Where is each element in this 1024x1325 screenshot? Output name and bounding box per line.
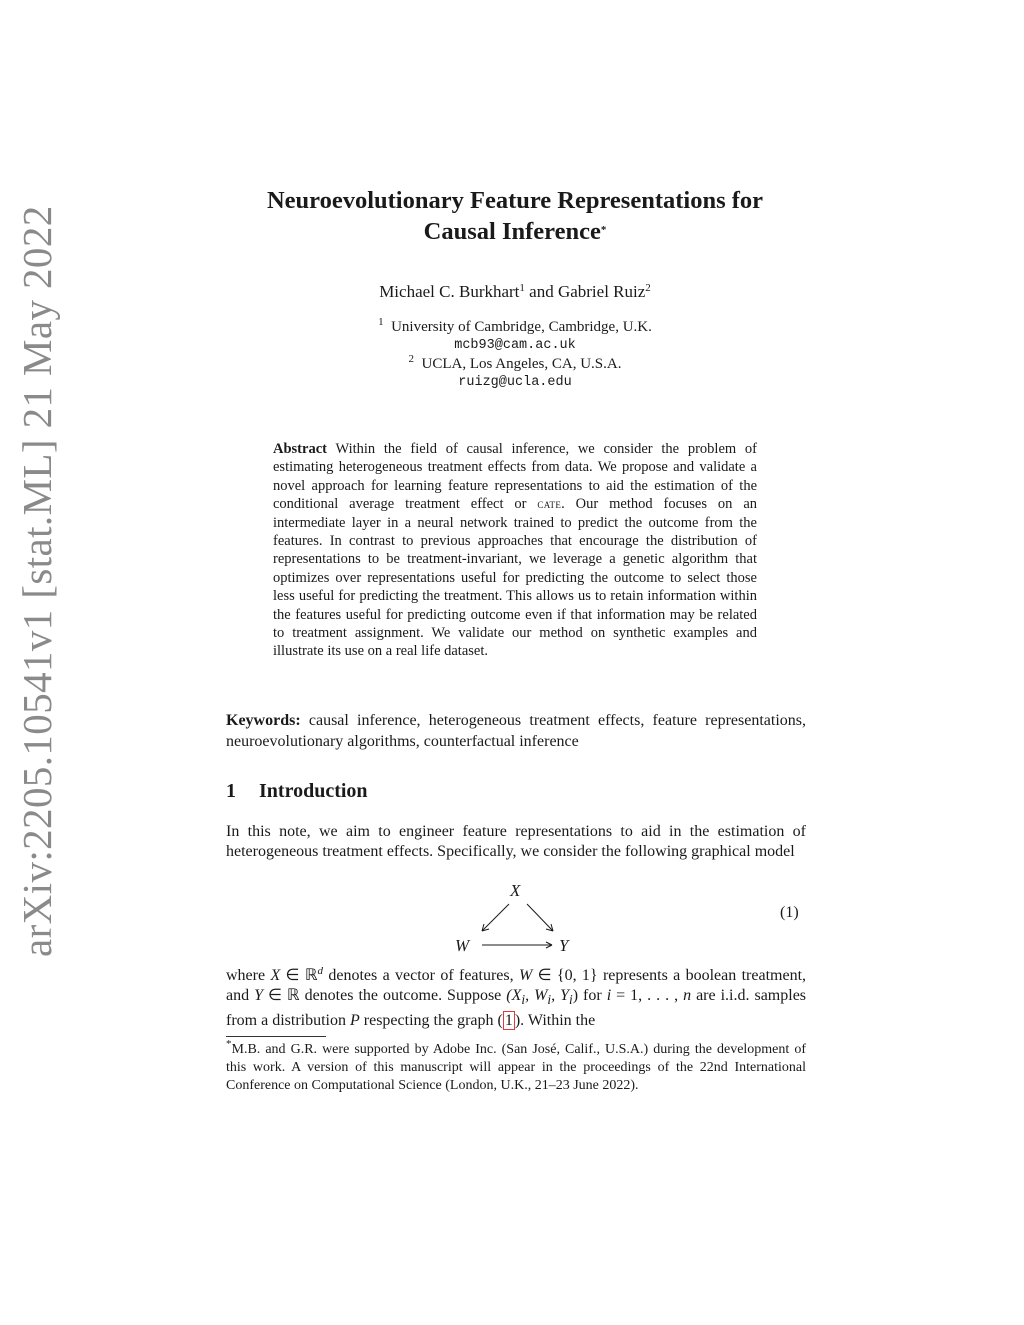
abstract-label: Abstract bbox=[273, 441, 327, 457]
affiliation-2-sup: 2 bbox=[408, 353, 414, 365]
title-line-2 bbox=[200, 216, 830, 247]
math-tuple-close: ) bbox=[572, 987, 579, 1005]
affiliation-1-name: University of Cambridge, Cambridge, U.K. bbox=[391, 319, 652, 335]
abstract-text-b: . Our method focuses on an intermediate layer in a neural network trained to predict the outcome from the features. In contrast to previous approaches that encourage the distribution of representations to be treatment-invariant, we leverage a genetic algorithm that optimizes over representations useful for predicting the outcome to select those less useful for predicting the treatment. This allows us to retain information within the features useful for predicting outcome even if that information may be related to treatment assignment. We validate our method on synthetic examples and illustrate its use on a real life dataset. bbox=[273, 496, 758, 660]
math-tuple-x: (X bbox=[506, 987, 522, 1005]
section-heading bbox=[226, 780, 368, 803]
p2-text-1: where bbox=[226, 967, 271, 984]
p2-text-5: for bbox=[578, 987, 607, 1005]
math-in-reals-2: ∈ ℝ bbox=[263, 987, 300, 1005]
graph-node-w: W bbox=[455, 936, 470, 955]
math-w: W bbox=[518, 967, 533, 984]
math-y: Y bbox=[254, 987, 263, 1005]
p2-text-6: are i.i.d. samples from a distribution bbox=[226, 987, 807, 1029]
math-p: P bbox=[349, 1011, 360, 1029]
abstract-text-a: Within the field of causal inference, we consider the problem of estimating heterogeneous treatment effects from data. We propose and validate a novel approach for learning feature representations to aid the estimation of the conditional average treatment effect or bbox=[273, 441, 757, 513]
author-conjunction: and bbox=[524, 282, 558, 301]
p2-text-7: respecting the graph ( bbox=[359, 1011, 503, 1029]
footnote-text: M.B. and G.R. were supported by Adobe Inc. (San José, Calif., U.S.A.) during the development of this work. A version of this manuscript will appear in the proceedings of the 22nd International Conference on Computational Science (London, U.K., 21–23 June 2022). bbox=[226, 1042, 806, 1094]
keywords-label: Keywords: bbox=[226, 712, 301, 729]
graph-node-x: X bbox=[510, 881, 521, 900]
title-line-1: Neuroevolutionary Feature Representations for bbox=[266, 187, 764, 214]
paper-title bbox=[200, 185, 830, 247]
affiliation-1-sup: 1 bbox=[378, 316, 384, 328]
equation-ref-link[interactable]: 1 bbox=[504, 1011, 513, 1029]
affiliation-2-name: UCLA, Los Angeles, CA, U.S.A. bbox=[421, 356, 622, 372]
p2-text-8: ). Within the bbox=[514, 1011, 596, 1029]
math-in-reals-1: ∈ ℝ bbox=[280, 967, 318, 984]
author-2: Gabriel Ruiz bbox=[557, 282, 646, 301]
graph-node-y: Y bbox=[559, 936, 569, 955]
math-sub-i-3: i bbox=[569, 992, 573, 1008]
email-2[interactable]: ruizg@ucla.edu bbox=[458, 374, 572, 390]
footnote-marker: * bbox=[226, 1038, 232, 1050]
affiliations bbox=[200, 318, 830, 392]
p2-text-4: denotes the outcome. Suppose bbox=[299, 987, 507, 1005]
arxiv-identifier: arXiv:2205.10541v1 [stat.ML] 21 May 2022 bbox=[14, 205, 60, 957]
author-1: Michael C. Burkhart bbox=[379, 282, 520, 301]
email-1[interactable]: mcb93@cam.ac.uk bbox=[454, 337, 576, 353]
graphical-model bbox=[440, 876, 600, 960]
section-title: Introduction bbox=[259, 780, 368, 802]
p2-text-3: represents a boolean treatment, and bbox=[226, 967, 807, 1005]
abstract bbox=[273, 440, 757, 661]
math-d: d bbox=[317, 965, 324, 977]
intro-paragraph-2 bbox=[226, 966, 806, 1031]
author-2-affil: 2 bbox=[645, 282, 651, 294]
math-sub-i-2: i bbox=[547, 992, 552, 1008]
affiliation-1 bbox=[200, 318, 830, 337]
keywords bbox=[226, 710, 806, 752]
math-n: n bbox=[683, 987, 692, 1005]
abstract-cate: cate bbox=[537, 496, 562, 512]
math-tuple-w: , W bbox=[525, 987, 548, 1005]
affiliation-2 bbox=[200, 355, 830, 374]
math-tuple-y: , Y bbox=[551, 987, 570, 1005]
keywords-text: causal inference, heterogeneous treatment effects, feature representations, neuroevolutionary algorithms, counterfactual inference bbox=[226, 712, 806, 750]
author-1-affil: 1 bbox=[519, 282, 525, 294]
edge-x-w bbox=[482, 904, 509, 931]
title-line-2-text: Causal Inference bbox=[423, 218, 601, 245]
math-i: i bbox=[606, 987, 612, 1005]
math-binary-set: ∈ {0, 1} bbox=[532, 967, 598, 984]
math-range: = 1, . . . , bbox=[611, 987, 684, 1005]
edge-x-y bbox=[527, 904, 553, 931]
footnote-rule bbox=[226, 1036, 326, 1037]
author-list bbox=[200, 282, 830, 302]
p2-text-2: denotes a vector of features, bbox=[323, 967, 519, 984]
intro-paragraph-1: In this note, we aim to engineer feature representations to aid in the estimation of heterogeneous treatment effects. Specifically, we consider the following graphical model bbox=[226, 823, 806, 861]
math-sub-i-1: i bbox=[521, 992, 526, 1008]
math-x: X bbox=[270, 967, 281, 984]
footnote bbox=[226, 1038, 806, 1096]
title-footnote-marker: * bbox=[600, 224, 607, 236]
equation-number: (1) bbox=[780, 904, 799, 921]
section-number: 1 bbox=[226, 780, 236, 802]
